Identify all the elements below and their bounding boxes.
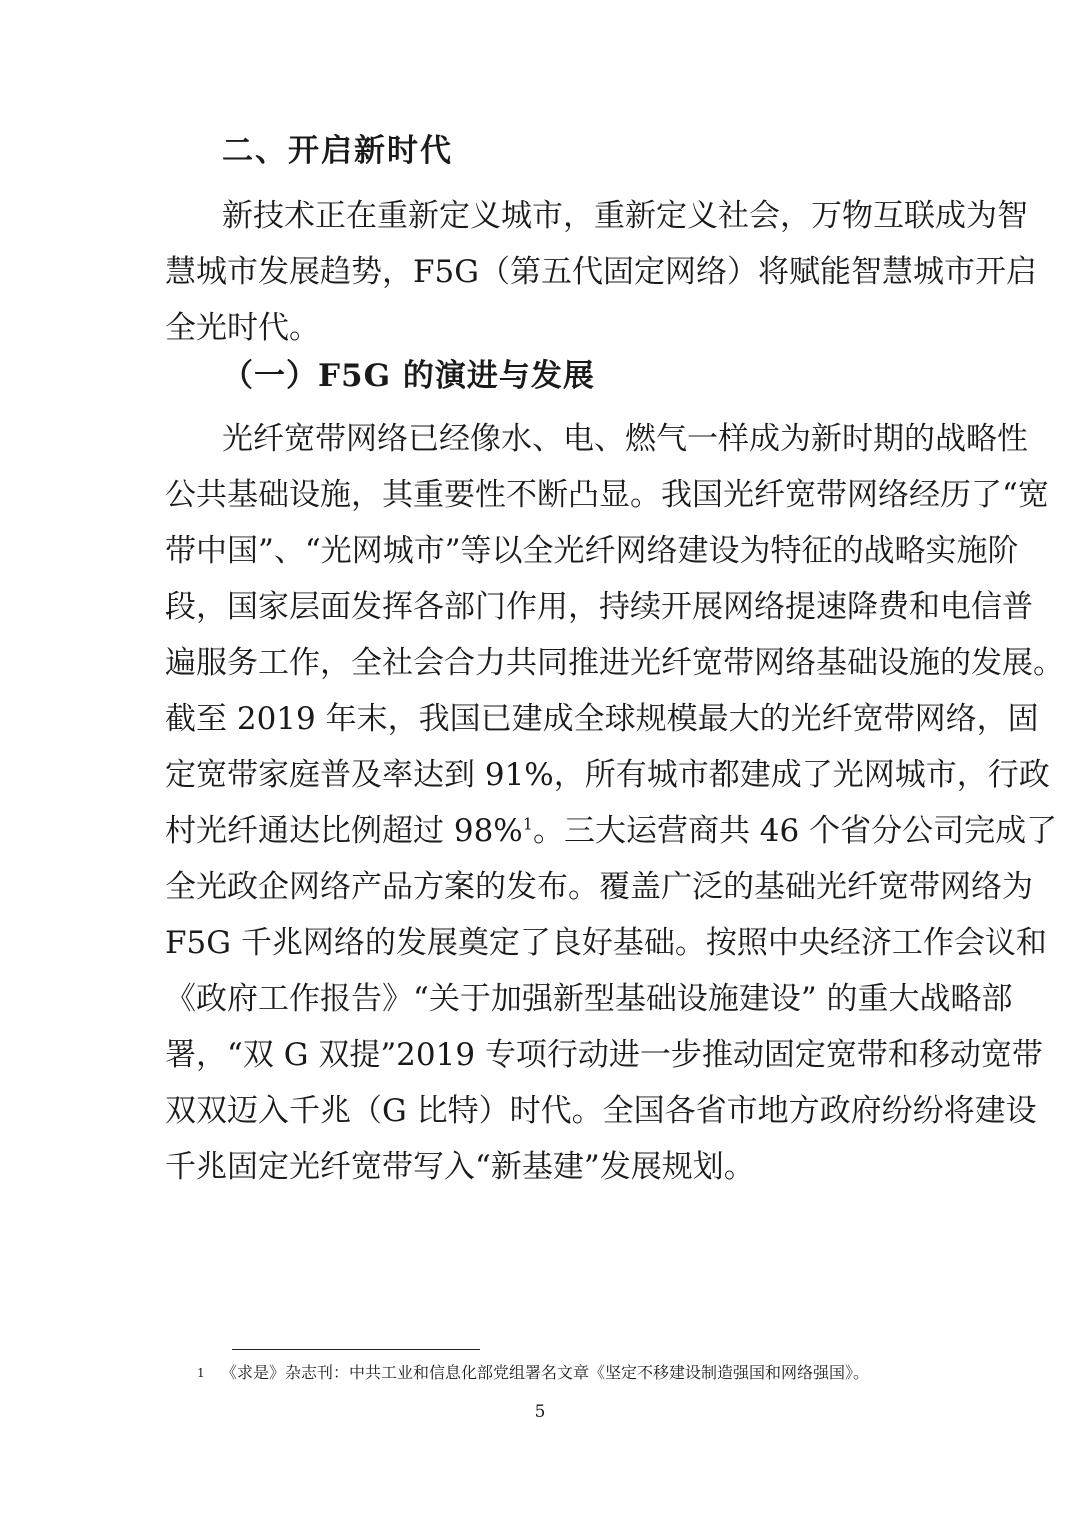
paragraph-line: F5G 千兆网络的发展奠定了良好基础。按照中央经济工作会议和 — [165, 925, 1047, 961]
subsection-heading: （一）F5G 的演进与发展 — [222, 358, 595, 394]
section-heading: 二、开启新时代 — [222, 133, 453, 169]
paragraph-line: 带中国”、“光网城市”等以全光纤网络建设为特征的战略实施阶 — [165, 533, 1019, 569]
footnote-divider — [232, 1349, 480, 1350]
line-segment: 村光纤通达比例超过 98% — [165, 813, 523, 849]
paragraph-line — [165, 803, 1058, 859]
body-paragraph — [165, 411, 1064, 1195]
footnote-number: 1 — [197, 1366, 205, 1380]
paragraph-line: 双双迈入千兆（G 比特）时代。全国各省市地方政府纷纷将建设 — [165, 1093, 1037, 1129]
paragraph-line: 定宽带家庭普及率达到 91%，所有城市都建成了光网城市，行政 — [165, 757, 1050, 793]
paragraph-line: 光纤宽带网络已经像水、电、燃气一样成为新时期的战略性 — [222, 421, 1028, 457]
paragraph-line: 《政府工作报告》“关于加强新型基础设施建设” 的重大战略部 — [165, 981, 1013, 1017]
paragraph-line: 慧城市发展趋势，F5G（第五代固定网络）将赋能智慧城市开启 — [165, 254, 1037, 290]
footnote-reference: 1 — [522, 814, 533, 834]
footnote — [197, 1362, 869, 1384]
paragraph-line: 新技术正在重新定义城市，重新定义社会，万物互联成为智 — [222, 198, 1028, 234]
line-segment: 。三大运营商共 46 个省分公司完成了 — [532, 813, 1058, 849]
paragraph-line: 全光时代。 — [165, 310, 320, 346]
paragraph-line: 公共基础设施，其重要性不断凸显。我国光纤宽带网络经历了“宽 — [165, 477, 1049, 513]
paragraph-line: 段，国家层面发挥各部门作用，持续开展网络提速降费和电信普 — [165, 589, 1033, 625]
paragraph-line: 署，“双 G 双提”2019 专项行动进一步推动固定宽带和移动宽带 — [165, 1037, 1043, 1073]
footnote-text: 《求是》杂志刊：中共工业和信息化部党组署名文章《坚定不移建设制造强国和网络强国》。 — [221, 1363, 870, 1382]
intro-paragraph — [165, 188, 1037, 356]
paragraph-line: 千兆固定光纤宽带写入“新基建”发展规划。 — [165, 1149, 755, 1185]
paragraph-line: 全光政企网络产品方案的发布。覆盖广泛的基础光纤宽带网络为 — [165, 869, 1033, 905]
paragraph-line: 截至 2019 年末，我国已建成全球规模最大的光纤宽带网络，固 — [165, 701, 1039, 737]
page-number: 5 — [534, 1402, 546, 1422]
paragraph-line: 遍服务工作，全社会合力共同推进光纤宽带网络基础设施的发展。 — [165, 645, 1064, 681]
